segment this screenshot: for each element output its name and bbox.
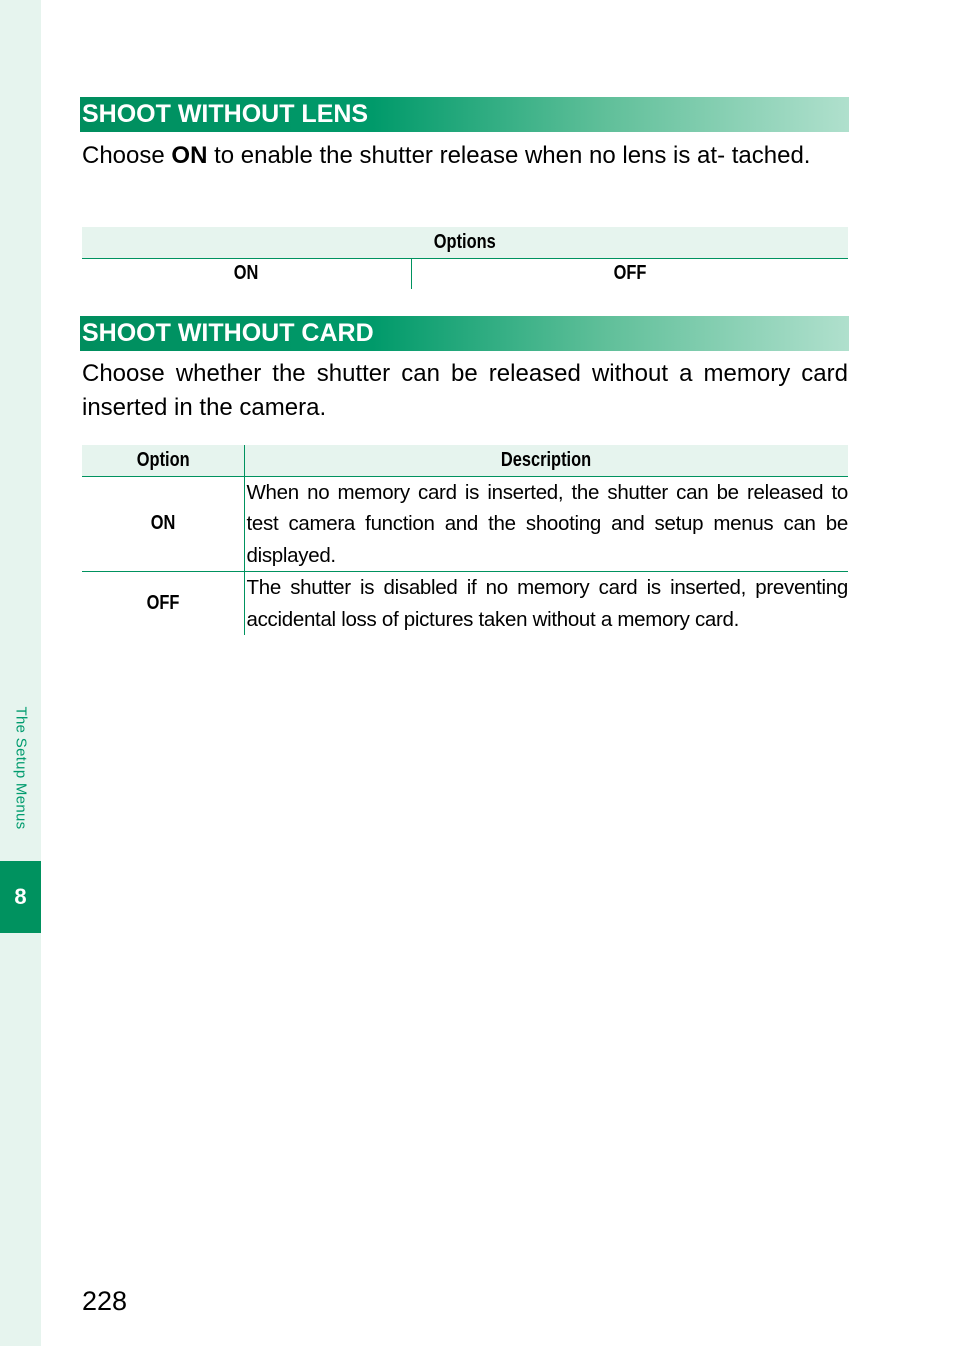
- table-row: [82, 572, 848, 636]
- lens-desc-bold: ON: [171, 142, 208, 169]
- table-row: [82, 476, 848, 572]
- section-card-description: Choose whether the shutter can be released without a memory card inserted in the camera.: [82, 360, 848, 421]
- card-row-on-description: When no memory card is inserted, the shutter can be released to test camera function and the shooting and setup menus can be displayed.: [244, 476, 848, 572]
- card-row-off-description: The shutter is disabled if no memory card is inserted, preventing accidental loss of pictures taken without a memory card.: [244, 572, 848, 636]
- card-table-header-description: [244, 445, 848, 476]
- side-strip: [0, 0, 41, 1346]
- chapter-number: 8: [14, 884, 27, 909]
- side-section-label-text: The Setup Menus: [12, 706, 30, 830]
- section-heading-card: SHOOT WITHOUT CARD: [80, 316, 849, 351]
- lens-option-on: [82, 258, 411, 289]
- chapter-tab: [0, 861, 41, 933]
- lens-option-on-text: ON: [233, 262, 259, 285]
- section-heading-lens: SHOOT WITHOUT LENS: [80, 97, 849, 132]
- card-row-off-option: [82, 572, 244, 636]
- lens-desc-before: Choose: [82, 142, 165, 169]
- card-row-on-option: [82, 476, 244, 572]
- card-row-on-option-text: ON: [150, 512, 176, 535]
- card-table-header-option: [82, 445, 244, 476]
- lens-option-off-text: OFF: [613, 262, 647, 285]
- lens-option-off: [411, 258, 848, 289]
- lens-options-header: [82, 227, 848, 258]
- lens-desc-after: to enable the shutter release when no lens is at- tached.: [214, 142, 811, 169]
- card-table-header-description-text: Description: [501, 448, 592, 471]
- page-number: 228: [82, 1286, 128, 1316]
- card-options-table: [82, 445, 848, 635]
- card-row-off-option-text: OFF: [146, 592, 180, 614]
- lens-options-header-text: Options: [434, 230, 496, 253]
- card-table-header-option-text: Option: [136, 448, 190, 471]
- lens-options-table: [82, 227, 848, 289]
- section-lens-description: [82, 139, 848, 173]
